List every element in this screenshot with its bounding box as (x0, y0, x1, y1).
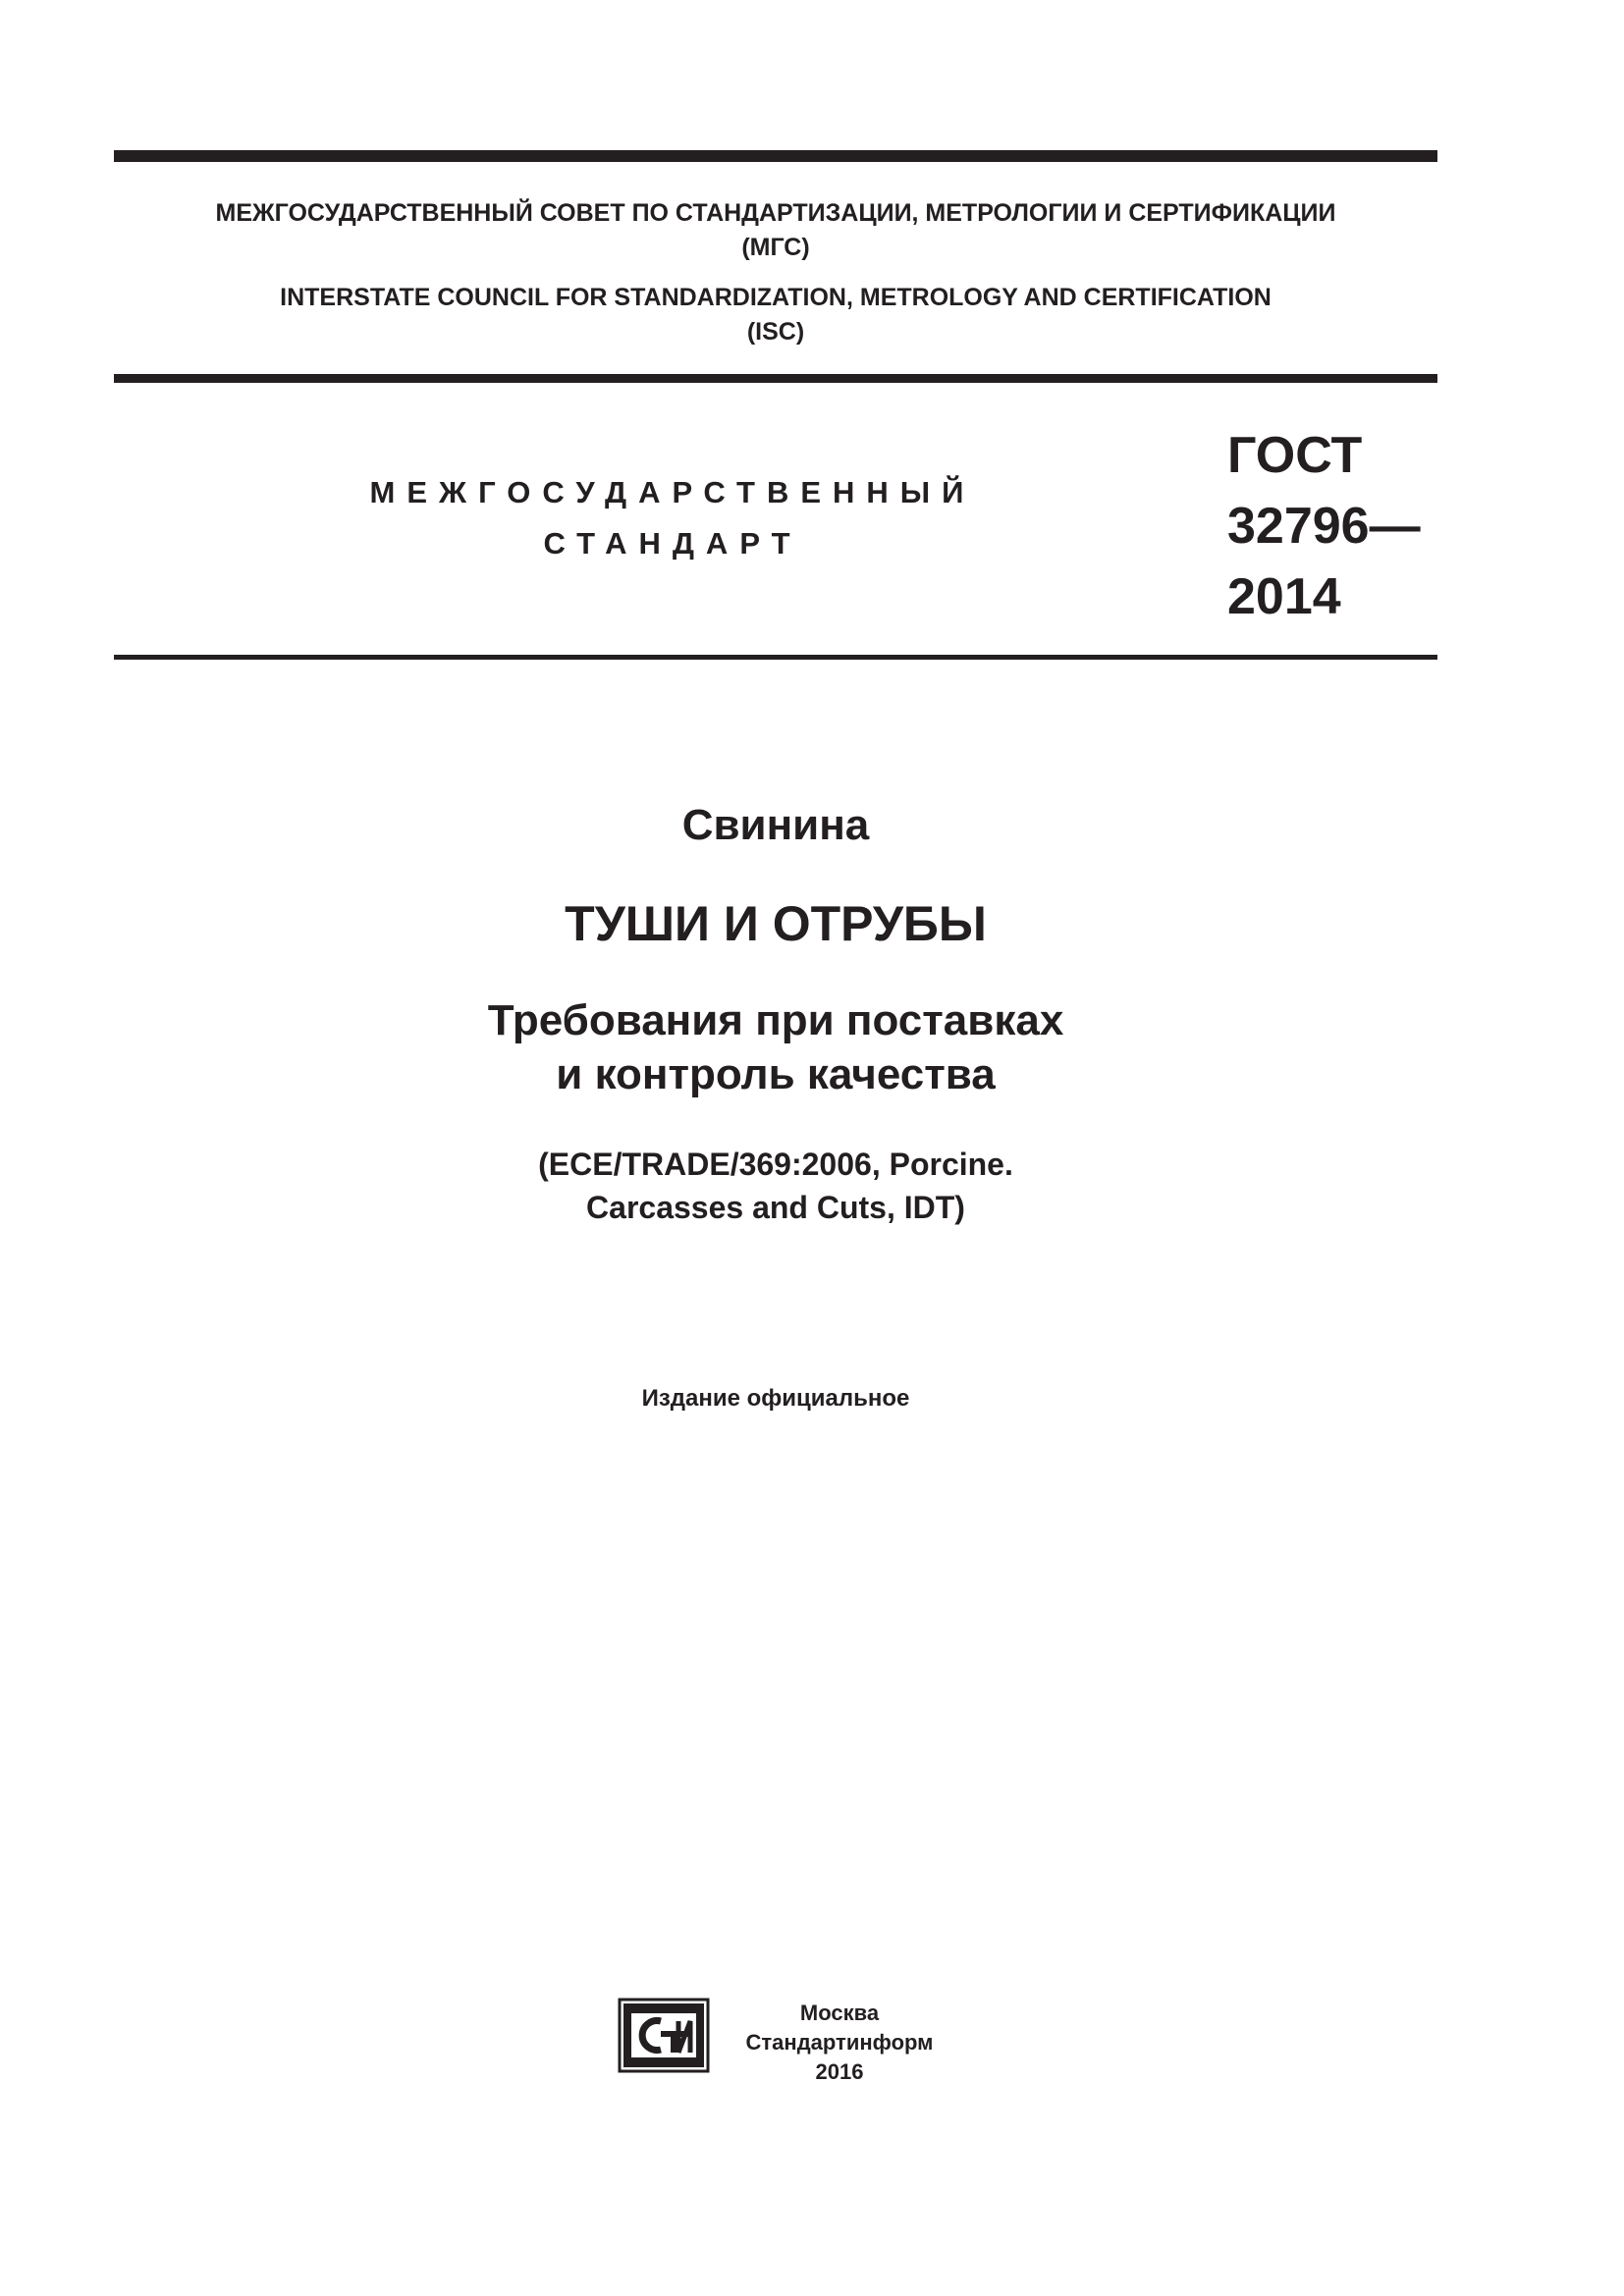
council-abbr-en: (ISC) (746, 318, 805, 346)
gost-number: 32796— (1227, 498, 1421, 555)
council-header (114, 196, 1437, 349)
reference-line2: Carcasses and Cuts, IDT) (586, 1190, 965, 1225)
gost-year: 2014 (1227, 568, 1341, 625)
council-name-en: INTERSTATE COUNCIL FOR STANDARDIZATION, METROLOGY AND CERTIFICATION (280, 284, 1272, 311)
main-title: ТУШИ И ОТРУБЫ (565, 896, 987, 951)
requirements-title (196, 993, 1355, 1101)
requirements-line1: Требования при поставках (487, 996, 1064, 1044)
council-name-ru: МЕЖГОСУДАРСТВЕННЫЙ СОВЕТ ПО СТАНДАРТИЗАЦИИ, МЕТРОЛОГИИ И СЕРТИФИКАЦИИ (215, 199, 1336, 227)
publisher-name: Стандартинформ (745, 2030, 934, 2055)
reference-line1: (ECE/TRADE/369:2006, Porcine. (538, 1147, 1013, 1182)
requirements-line2: и контроль качества (556, 1050, 996, 1098)
standard-type-line2: СТАНДАРТ (543, 526, 802, 561)
edition-label: Издание официальное (641, 1385, 910, 1412)
bottom-rule (114, 655, 1437, 660)
gost-designation (1227, 420, 1421, 632)
publisher-info (727, 1999, 952, 2087)
product-title: Свинина (681, 801, 870, 849)
publisher-year: 2016 (815, 2059, 864, 2084)
gost-label: ГОСТ (1227, 427, 1363, 484)
standartinform-logo-icon (618, 1998, 710, 2073)
top-rule (114, 150, 1437, 162)
council-abbr-ru: (МГС) (741, 234, 810, 261)
publisher-city: Москва (799, 2001, 880, 2025)
middle-rule (114, 374, 1437, 383)
standard-type-line1: МЕЖГОСУДАРСТВЕННЫЙ (369, 475, 976, 509)
reference-standard (196, 1143, 1355, 1229)
